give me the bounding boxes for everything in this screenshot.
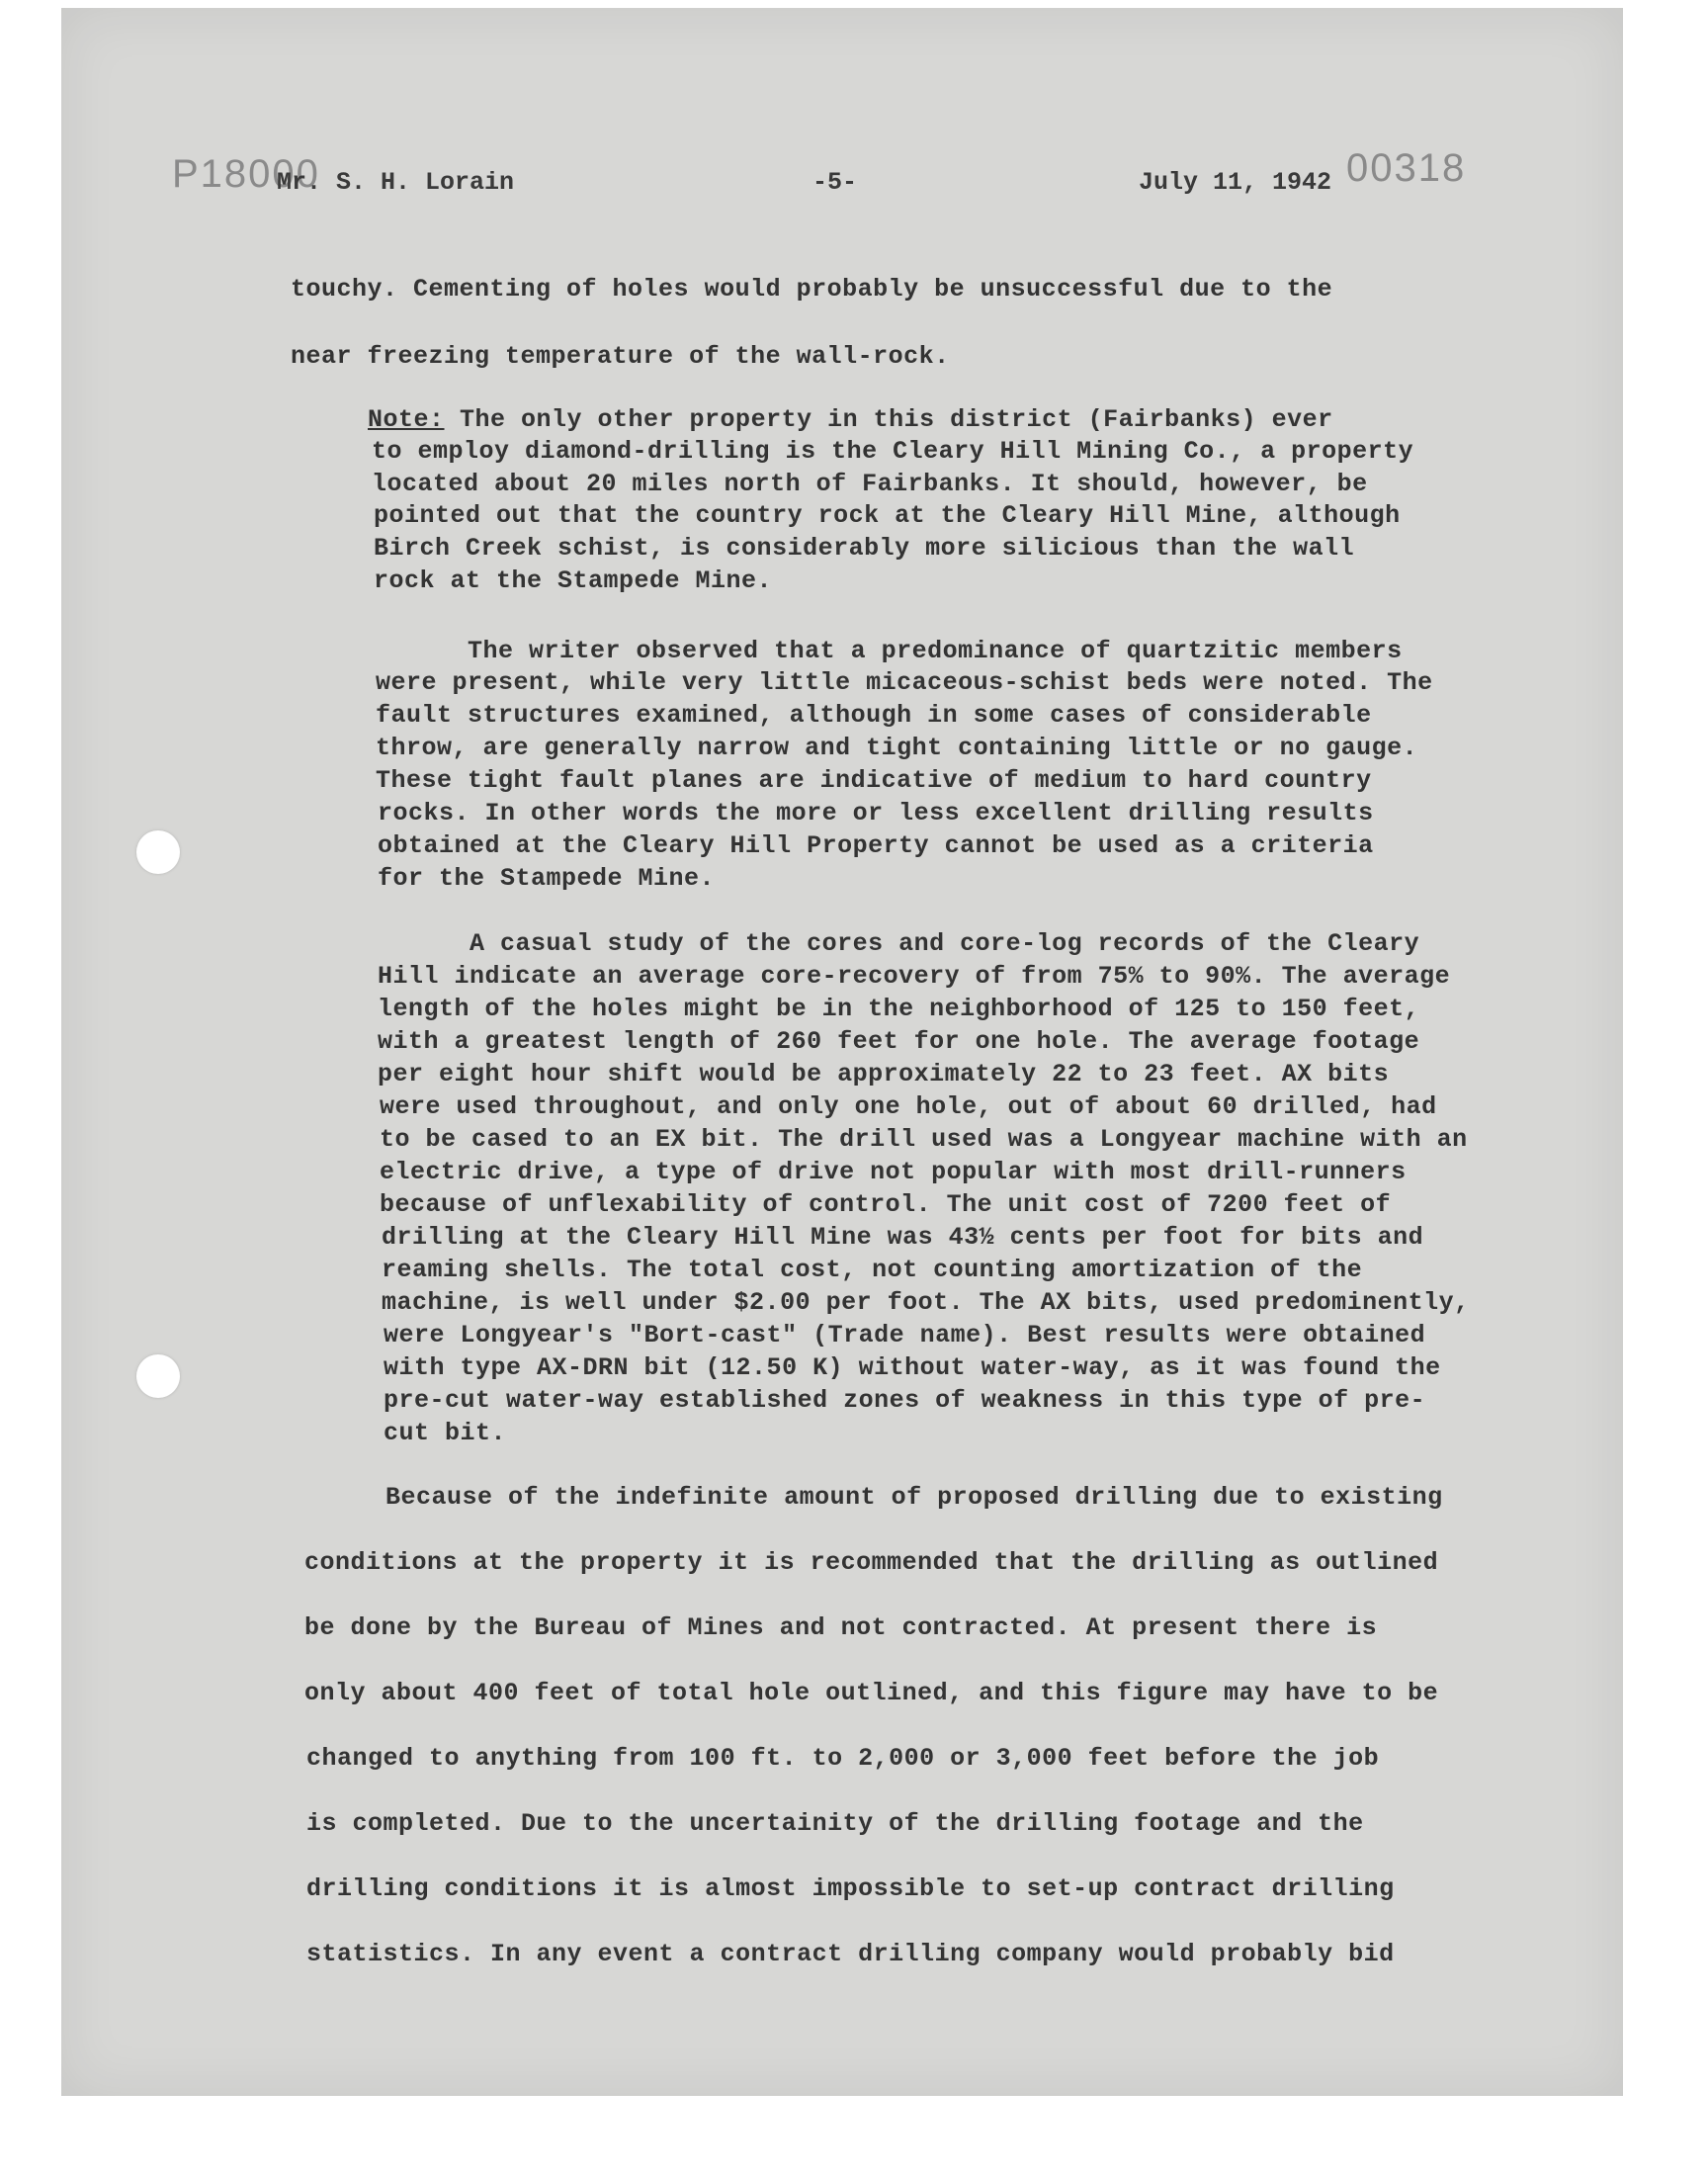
text-line: throw, are generally narrow and tight containing little or no gauge. xyxy=(376,734,1418,762)
text-line: to be cased to an EX bit. The drill used was a Longyear machine with an xyxy=(380,1125,1468,1154)
text-line: obtained at the Cleary Hill Property cannot be used as a criteria xyxy=(378,831,1374,860)
header-page-number: -5- xyxy=(812,168,858,197)
text-line: drilling at the Cleary Hill Mine was 43½ cents per foot for bits and xyxy=(382,1223,1424,1252)
text-line: pre-cut water-way established zones of weakness in this type of pre- xyxy=(384,1386,1426,1415)
text-line: The writer observed that a predominance of quartzitic members xyxy=(376,637,1403,665)
text-line: These tight fault planes are indicative of medium to hard country xyxy=(376,766,1372,795)
text-line: changed to anything from 100 ft. to 2,000 or 3,000 feet before the job xyxy=(306,1744,1380,1773)
punch-hole-top xyxy=(136,830,180,874)
text-line: pointed out that the country rock at the Cleary Hill Mine, although xyxy=(374,501,1401,530)
text-line: were Longyear's "Bort-cast" (Trade name). Best results were obtained xyxy=(384,1321,1426,1349)
document-stamp-right: 00318 xyxy=(1346,146,1467,190)
text-line: cut bit. xyxy=(384,1419,507,1447)
text-line: with type AX-DRN bit (12.50 K) without water-way, as it was found the xyxy=(384,1353,1441,1382)
text-line: for the Stampede Mine. xyxy=(378,864,716,893)
text-line: is completed. Due to the uncertainity of the drilling footage and the xyxy=(306,1809,1364,1838)
header-recipient: Mr. S. H. Lorain xyxy=(277,168,515,197)
text-line: conditions at the property it is recommended that the drilling as outlined xyxy=(304,1548,1439,1577)
text-line: because of unflexability of control. The unit cost of 7200 feet of xyxy=(380,1190,1392,1219)
header-date: July 11, 1942 xyxy=(1139,168,1332,197)
text-line: to employ diamond-drilling is the Cleary Hill Mining Co., a property xyxy=(372,437,1414,466)
text-line: rock at the Stampede Mine. xyxy=(374,566,773,595)
text-line: only about 400 feet of total hole outlined, and this figure may have to be xyxy=(304,1679,1439,1707)
note-first-line xyxy=(368,405,1333,434)
text-line: Because of the indefinite amount of proposed drilling due to existing xyxy=(385,1483,1443,1512)
text-line: near freezing temperature of the wall-rock. xyxy=(291,342,950,371)
text-line: located about 20 miles north of Fairbanks. It should, however, be xyxy=(372,470,1368,498)
document-stamp-left: P18000 xyxy=(172,152,320,196)
note-text: The only other property in this district (Fairbanks) ever xyxy=(444,405,1333,434)
text-line: A casual study of the cores and core-log records of the Cleary xyxy=(378,929,1420,958)
text-line: be done by the Bureau of Mines and not contracted. At present there is xyxy=(304,1613,1378,1642)
text-line: with a greatest length of 260 feet for one hole. The average footage xyxy=(378,1027,1420,1056)
text-line: fault structures examined, although in some cases of considerable xyxy=(376,701,1372,730)
text-line: electric drive, a type of drive not popular with most drill-runners xyxy=(380,1158,1407,1186)
text-line: statistics. In any event a contract drilling company would probably bid xyxy=(306,1940,1395,1968)
text-line: were present, while very little micaceous-schist beds were noted. The xyxy=(376,668,1433,697)
punch-hole-bottom xyxy=(136,1354,180,1398)
text-line: length of the holes might be in the neighborhood of 125 to 150 feet, xyxy=(378,995,1420,1023)
document-page xyxy=(61,8,1623,2096)
text-line: Birch Creek schist, is considerably more silicious than the wall xyxy=(374,534,1355,563)
text-line: reaming shells. The total cost, not counting amortization of the xyxy=(382,1256,1363,1284)
text-line: drilling conditions it is almost impossible to set-up contract drilling xyxy=(306,1874,1395,1903)
text-line: were used throughout, and only one hole, out of about 60 drilled, had xyxy=(380,1092,1437,1121)
note-label: Note: xyxy=(368,405,445,434)
text-line: touchy. Cementing of holes would probably be unsuccessful due to the xyxy=(291,275,1333,304)
text-line: rocks. In other words the more or less excellent drilling results xyxy=(378,799,1374,827)
text-line: Hill indicate an average core-recovery of from 75% to 90%. The average xyxy=(378,962,1451,991)
text-line: per eight hour shift would be approximately 22 to 23 feet. AX bits xyxy=(378,1060,1390,1088)
text-line: machine, is well under $2.00 per foot. The AX bits, used predominently, xyxy=(382,1288,1470,1317)
